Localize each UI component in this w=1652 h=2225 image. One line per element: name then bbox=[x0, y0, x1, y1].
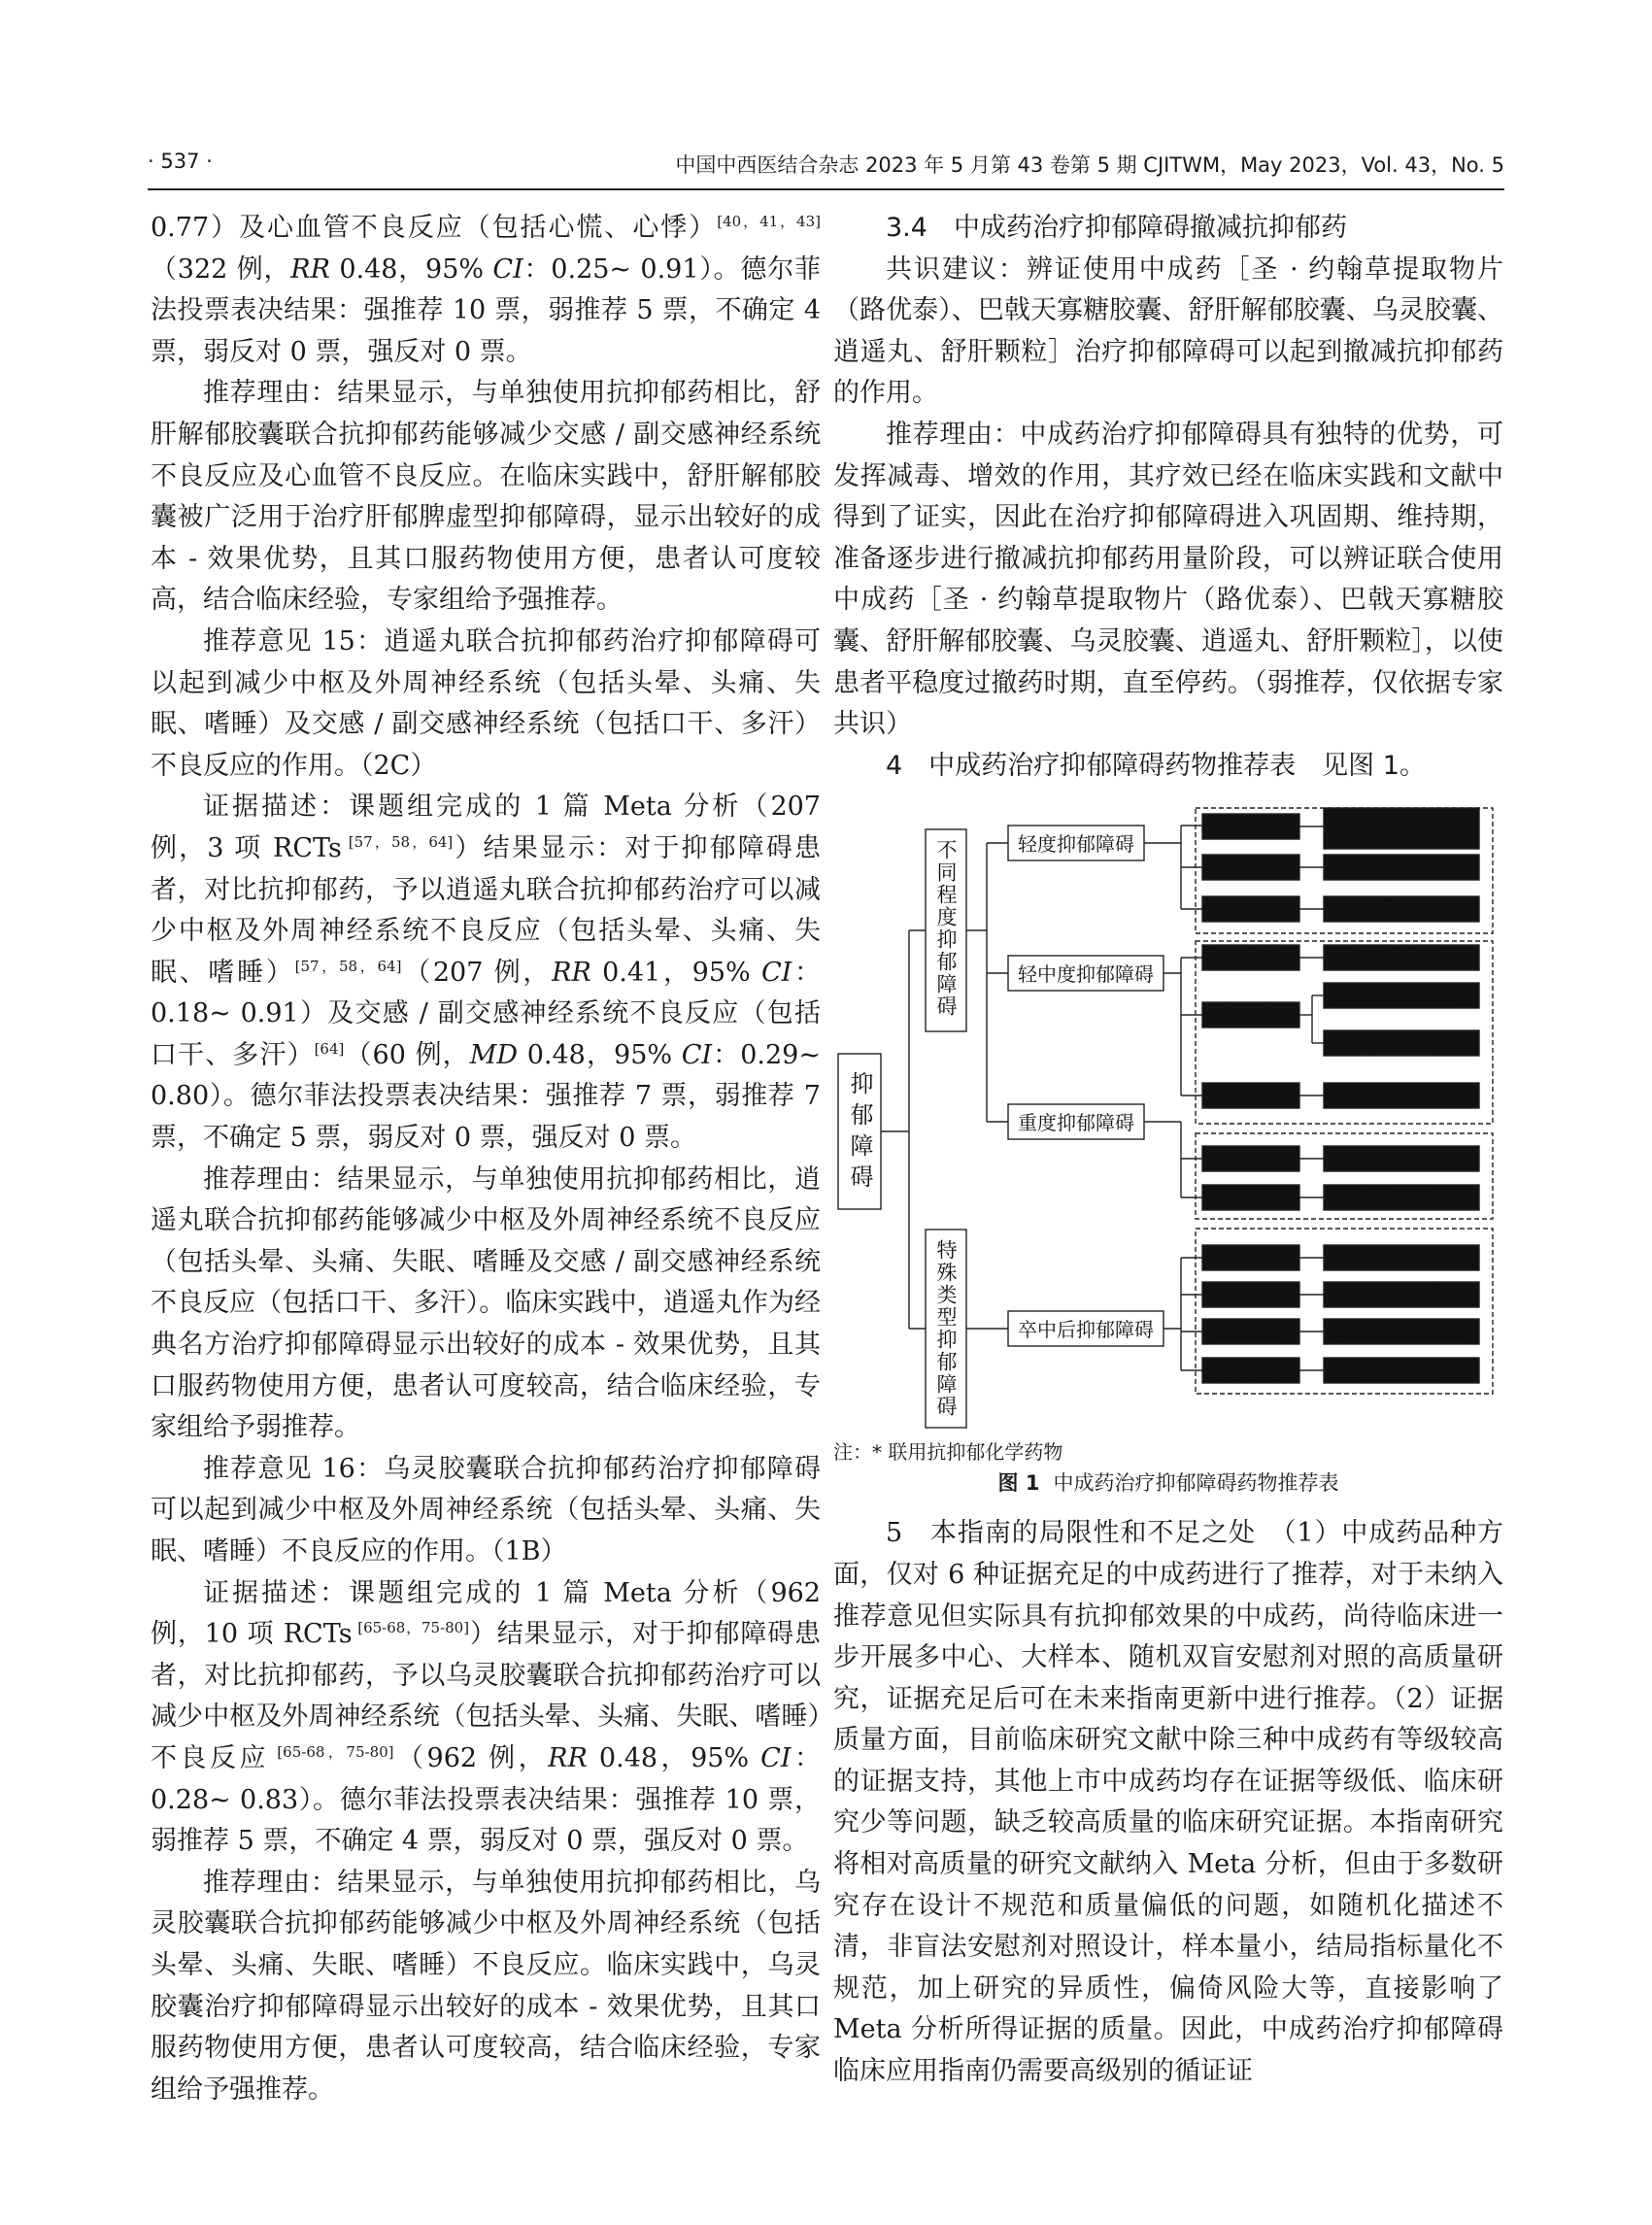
paragraph-limitations: 5 本指南的局限性和不足之处 （1）中成药品种方面，仅对 6 种证据充足的中成药进行了推荐，对于未纳入推荐意见但实际具有抗抑郁效果的中成药，尚待临床进一步开展多中心、大样本、随机双盲安慰剂对照的高质量研究，证据充足后可在未来指南更新中进行推荐。（2）证据质量方面，目前临床研究文献中除三种中成药有等级较高的证据支持，其他上市中成药均存在证据等级低、临床研究少等问题，缺乏较高质量的临床研究证据。本指南研究将相对高质量的研究文献纳入 Meta 分析，但由于多数研究存在设计不规范和质量偏低的问题，如随机化描述不清，非盲法安慰剂对照设计，样本量小，结局指标量化不规范，加上研究的异质性，偏倚风险大等，直接影响了 Meta 分析所得证据的质量。因此，中成药治疗抑郁障碍临床应用指南仍需要高级别的循证证 bbox=[833, 1518, 1503, 2087]
paragraph: 0.77）及心血管不良反应（包括心慌、心悸）[40，41，43]（322 例，RR 0.48，95% CI：0.25~ 0.91）。德尔菲法投票表决结果：强推荐 10 票，弱推荐 5 票，不确定 4 票，弱反对 0 票，强反对 0 票。 bbox=[151, 213, 821, 367]
syndrome-xsbj-label: 心肾不交证 bbox=[1211, 1362, 1291, 1381]
figure-note: 注：* 联用抗抑郁化学药物 bbox=[833, 1440, 1063, 1465]
citation: [64] bbox=[314, 1039, 345, 1058]
syndrome-xsbj-label: 心肾不交证 bbox=[1211, 1189, 1291, 1208]
drug-wl-label: 乌灵胶囊联用* bbox=[1354, 1189, 1449, 1207]
citation: [65-68，75-80] bbox=[352, 1619, 470, 1637]
citation: [57，58，64] bbox=[341, 832, 454, 851]
node-mid-label: 轻中度抑郁障碍 bbox=[1018, 962, 1154, 987]
right-column bbox=[833, 208, 1503, 2093]
node-group1-label: 不同程度抑郁障碍 bbox=[934, 839, 958, 1019]
syndrome-syxz-label: 肾阳虚证 bbox=[1219, 900, 1283, 920]
drug-sjyh-line2: （路优泰）单用 bbox=[1350, 829, 1453, 848]
drug-bjt-single-label: 巴戟天寡糖胶囊单用 bbox=[1335, 900, 1467, 919]
node-root-label: 抑郁障碍 bbox=[846, 1071, 873, 1197]
recommendation-16: 推荐意见 16：乌灵胶囊联合抗抑郁药治疗抑郁障碍可以起到减少中枢及外周神经系统（包括头晕、头痛、失眠、嗜睡）不良反应的作用。（1B） bbox=[151, 1453, 821, 1567]
paragraph: 共识建议：辨证使用中成药［圣 · 约翰草提取物片（路优泰）、巴戟天寡糖胶囊、舒肝解郁胶囊、乌灵胶囊、逍遥丸、舒肝颗粒］治疗抑郁障碍可以起到撤减抗抑郁药的作用。 bbox=[833, 253, 1503, 409]
paragraph: 推荐理由：结果显示，与单独使用抗抑郁药相比，舒肝解郁胶囊联合抗抑郁药能够减少交感 / 副交感神经系统不良反应及心血管不良反应。在临床实践中，舒肝解郁胶囊被广泛用于治疗肝郁脾虚型抑郁障碍，显示出较好的成本 - 效果优势，且其口服药物使用方便，患者认可度较高，结合临床经验，专家组给予强推荐。 bbox=[151, 378, 821, 616]
running-header bbox=[148, 146, 1504, 190]
drug-sgjy-single-label: 舒肝解郁胶囊单用 bbox=[1342, 859, 1461, 877]
drug-wl-label: 乌灵胶囊联用* bbox=[1354, 1087, 1449, 1105]
syndrome-gypx-label: 肝郁脾虚证 bbox=[1211, 859, 1291, 878]
figure-caption: 图 1 中成药治疗抑郁障碍药物推荐表 bbox=[997, 1471, 1339, 1496]
syndrome-xsbj-label: 心肾不交证 bbox=[1211, 1087, 1291, 1106]
paragraph: 证据描述：课题组完成的 1 篇 Meta 分析（207 例，3 项 RCTs [57，58，64]）结果显示：对于抑郁障碍患者，对比抗抑郁药，予以逍遥丸联合抗抑郁药治疗可以减少中枢及外周神经系统不良反应（包括头晕、头痛、失眠、嗜睡）[57，58，64]（207 例，RR 0.41，95% CI：0.18~ 0.91）及交感 / 副交感神经系统不良反应（包括口干、多汗）[64]（60 例，MD 0.48，95% CI：0.29~ 0.80）。德尔菲法投票表决结果：强推荐 7 票，弱推荐 7 票，不确定 5 票，弱反对 0 票，强反对 0 票。 bbox=[151, 792, 822, 1154]
drug-sgjy-label: 舒肝解郁胶囊联用* bbox=[1339, 1286, 1464, 1304]
left-column bbox=[151, 208, 821, 2110]
drug-sgjy-label: 舒肝解郁胶囊联用* bbox=[1339, 987, 1464, 1005]
syndrome-gqzz-label: 肝郁气滞证 bbox=[1211, 818, 1291, 837]
paragraph: 证据描述：课题组完成的 1 篇 Meta 分析（962 例，10 项 RCTs [65-68，75-80]）结果显示，对于抑郁障碍患者，对比抗抑郁药，予以乌灵胶囊联合抗抑郁药治疗可以减少中枢及外周神经系统（包括头晕、头痛、失眠、嗜睡）不良反应 [65-68，75-80]（962 例，RR 0.48，95% CI：0.28~ 0.83）。德尔菲法投票表决结果：强推荐 10 票，弱推荐 5 票，不确定 4 票，弱反对 0 票，强反对 0 票。 bbox=[151, 1577, 822, 1857]
drug-bjt-label: 巴戟天寡糖胶囊联用* bbox=[1332, 1323, 1471, 1341]
node-group2-label: 特殊类型抑郁障碍 bbox=[934, 1239, 958, 1419]
recommendation-diagram bbox=[833, 794, 1503, 1435]
section-heading-3-4: 3.4 中成药治疗抑郁障碍撤减抗抑郁药 bbox=[886, 213, 1347, 243]
drug-sgkl-label: 舒肝颗粒联用* bbox=[1354, 949, 1449, 967]
section-heading-4: 4 中成药治疗抑郁障碍药物推荐表 见图 1。 bbox=[886, 750, 1426, 781]
figure-1 bbox=[833, 794, 1503, 1435]
citation: [40，41，43] bbox=[717, 213, 821, 230]
page-number: · 537 · bbox=[148, 150, 213, 173]
citation: [57，58，64] bbox=[294, 957, 402, 975]
syndrome-syxz-label: 肾阳虚证 bbox=[1219, 1323, 1283, 1342]
drug-sgjy-label: 舒肝解郁胶囊联用* bbox=[1339, 1150, 1464, 1168]
node-mild-label: 轻度抑郁障碍 bbox=[1018, 832, 1134, 857]
node-severe-label: 重度抑郁障碍 bbox=[1018, 1111, 1134, 1135]
journal-info: 中国中西医结合杂志 2023 年 5 月第 43 卷第 5 期 CJITWM，May 2023，Vol. 43，No. 5 bbox=[675, 153, 1504, 177]
syndrome-gqzz-label: 肝郁气滞证 bbox=[1211, 949, 1291, 968]
syndrome-gqzz-label: 肝郁气滞证 bbox=[1211, 1249, 1291, 1268]
drug-xyw-label: 逍遥丸联用* bbox=[1361, 1034, 1442, 1053]
syndrome-gypx-label: 肝郁脾虚证 bbox=[1211, 1150, 1291, 1169]
syndrome-gypx-label: 肝郁脾虚证 bbox=[1211, 1006, 1291, 1026]
paragraph: 推荐理由：结果显示，与单独使用抗抑郁药相比，乌灵胶囊联合抗抑郁药能够减少中枢及外周神经系统（包括头晕、头痛、失眠、嗜睡）不良反应。临床实践中，乌灵胶囊治疗抑郁障碍显示出较好的成本 - 效果优势，且其口服药物使用方便，患者认可度较高，结合临床经验，专家组给予强推荐。 bbox=[151, 1867, 821, 2105]
node-stroke-label: 卒中后抑郁障碍 bbox=[1018, 1318, 1154, 1342]
drug-sgkl-label: 舒肝颗粒联用* bbox=[1354, 1249, 1449, 1267]
syndrome-gypx-label: 肝郁脾虚证 bbox=[1211, 1286, 1291, 1305]
drug-sjyh-line1: 圣 · 约翰草提取物片 bbox=[1335, 811, 1467, 829]
recommendation-15: 推荐意见 15：逍遥丸联合抗抑郁药治疗抑郁障碍可以起到减少中枢及外周神经系统（包括头晕、头痛、失眠、嗜睡）及交感 / 副交感神经系统（包括口干、多汗）不良反应的作用。（2C） bbox=[151, 625, 821, 781]
paragraph: 推荐理由：结果显示，与单独使用抗抑郁药相比，逍遥丸联合抗抑郁药能够减少中枢及外周神经系统不良反应（包括头晕、头痛、失眠、嗜睡及交感 / 副交感神经系统不良反应（包括口干、多汗）。临床实践中，逍遥丸作为经典名方治疗抑郁障碍显示出较好的成本 - 效果优势，且其口服药物使用方便，患者认可度较高，结合临床经验，专家组给予弱推荐。 bbox=[151, 1163, 821, 1443]
drug-wl-label: 乌灵胶囊联用* bbox=[1354, 1362, 1449, 1380]
paragraph: 推荐理由：中成药治疗抑郁障碍具有独特的优势，可发挥减毒、增效的作用，其疗效已经在临床实践和文献中得到了证实，因此在治疗抑郁障碍进入巩固期、维持期，准备逐步进行撤减抗抑郁药用量阶段，可以辨证联合使用中成药［圣 · 约翰草提取物片（路优泰）、巴戟天寡糖胶囊、舒肝解郁胶囊、乌灵胶囊、逍遥丸、舒肝颗粒］，以使患者平稳度过撤药时期，直至停药。（弱推荐，仅依据专家共识） bbox=[833, 419, 1503, 740]
citation: [65-68，75-80] bbox=[269, 1742, 394, 1761]
